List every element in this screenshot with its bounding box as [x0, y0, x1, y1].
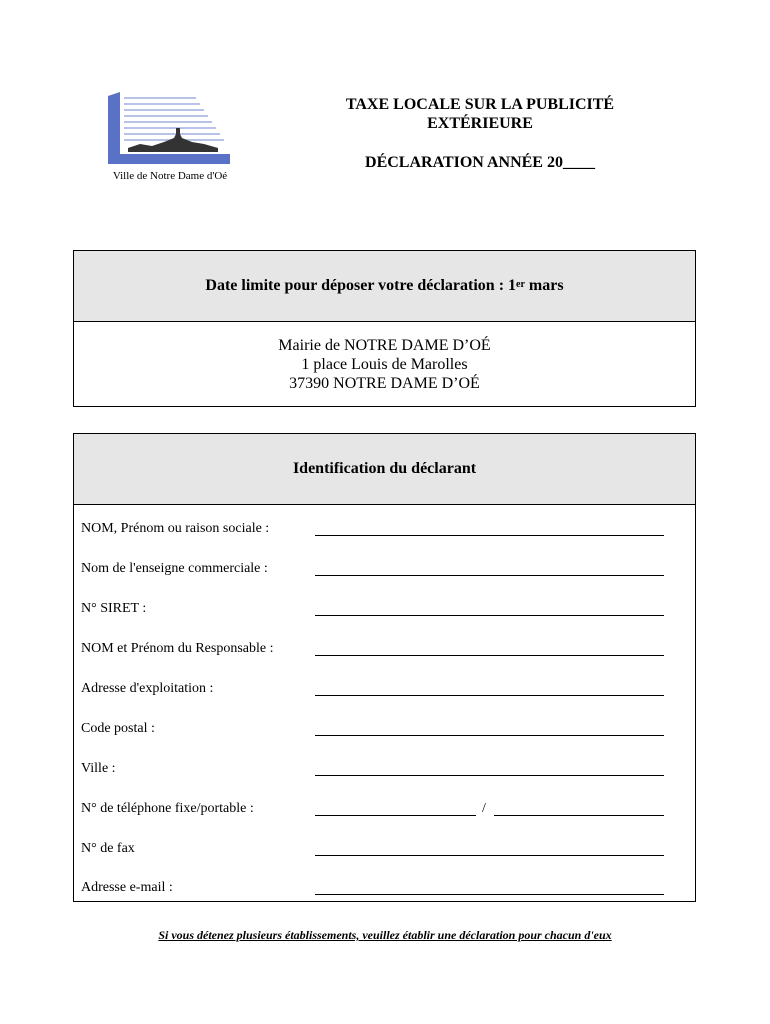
field-label: Adresse e-mail : — [81, 880, 173, 895]
mairie-address — [74, 322, 695, 393]
telephone-portable-input-line[interactable] — [494, 801, 664, 816]
code-postal-input-line[interactable] — [315, 721, 664, 736]
deadline-month: mars — [524, 277, 564, 294]
town-logo — [100, 88, 240, 188]
field-nom-row — [74, 521, 695, 541]
field-fax-row — [74, 841, 695, 861]
nom-input-line[interactable] — [315, 521, 664, 536]
field-telephone-row — [74, 801, 695, 821]
field-label: N° de fax — [81, 841, 135, 856]
field-label: N° SIRET : — [81, 601, 147, 616]
field-ville-row — [74, 761, 695, 781]
logo-caption: Ville de Notre Dame d'Oé — [112, 170, 228, 182]
field-responsable-row — [74, 641, 695, 661]
field-label: Code postal : — [81, 721, 155, 736]
deadline-header — [74, 251, 695, 322]
address-line-1: Mairie de NOTRE DAME D’OÉ — [278, 337, 491, 354]
title-line-1: TAXE LOCALE SUR LA PUBLICITÉ — [345, 96, 615, 113]
field-email-row — [74, 880, 695, 900]
field-label: N° de téléphone fixe/portable : — [81, 801, 254, 816]
field-siret-row — [74, 601, 695, 621]
responsable-input-line[interactable] — [315, 641, 664, 656]
declaration-year: DÉCLARATION ANNÉE 20____ — [365, 154, 595, 171]
field-label: Ville : — [81, 761, 116, 776]
identification-box — [73, 433, 696, 902]
enseigne-input-line[interactable] — [315, 561, 664, 576]
field-label: NOM et Prénom du Responsable : — [81, 641, 274, 656]
deadline-label: Date limite pour déposer votre déclaration : 1 — [205, 277, 517, 294]
footnote: Si vous détenez plusieurs établissements, veuillez établir une déclaration pour chacun d'eux — [158, 928, 612, 942]
telephone-fixe-input-line[interactable] — [315, 801, 476, 816]
email-input-line[interactable] — [315, 880, 664, 895]
title-line-2: EXTÉRIEURE — [427, 115, 533, 132]
deadline-sup: er — [516, 278, 525, 290]
phone-separator: / — [482, 801, 486, 816]
field-label: Nom de l'enseigne commerciale : — [81, 561, 268, 576]
address-line-2: 1 place Louis de Marolles — [301, 356, 468, 373]
field-label: Adresse d'exploitation : — [81, 681, 214, 696]
identification-header: Identification du déclarant — [74, 434, 695, 505]
field-enseigne-row — [74, 561, 695, 581]
ville-input-line[interactable] — [315, 761, 664, 776]
field-code-postal-row — [74, 721, 695, 741]
town-logo-graphic — [100, 88, 240, 168]
field-label: NOM, Prénom ou raison sociale : — [81, 521, 270, 536]
adresse-input-line[interactable] — [315, 681, 664, 696]
siret-input-line[interactable] — [315, 601, 664, 616]
address-line-3: 37390 NOTRE DAME D’OÉ — [289, 375, 480, 392]
field-adresse-row — [74, 681, 695, 701]
fax-input-line[interactable] — [315, 841, 664, 856]
deadline-box — [73, 250, 696, 407]
